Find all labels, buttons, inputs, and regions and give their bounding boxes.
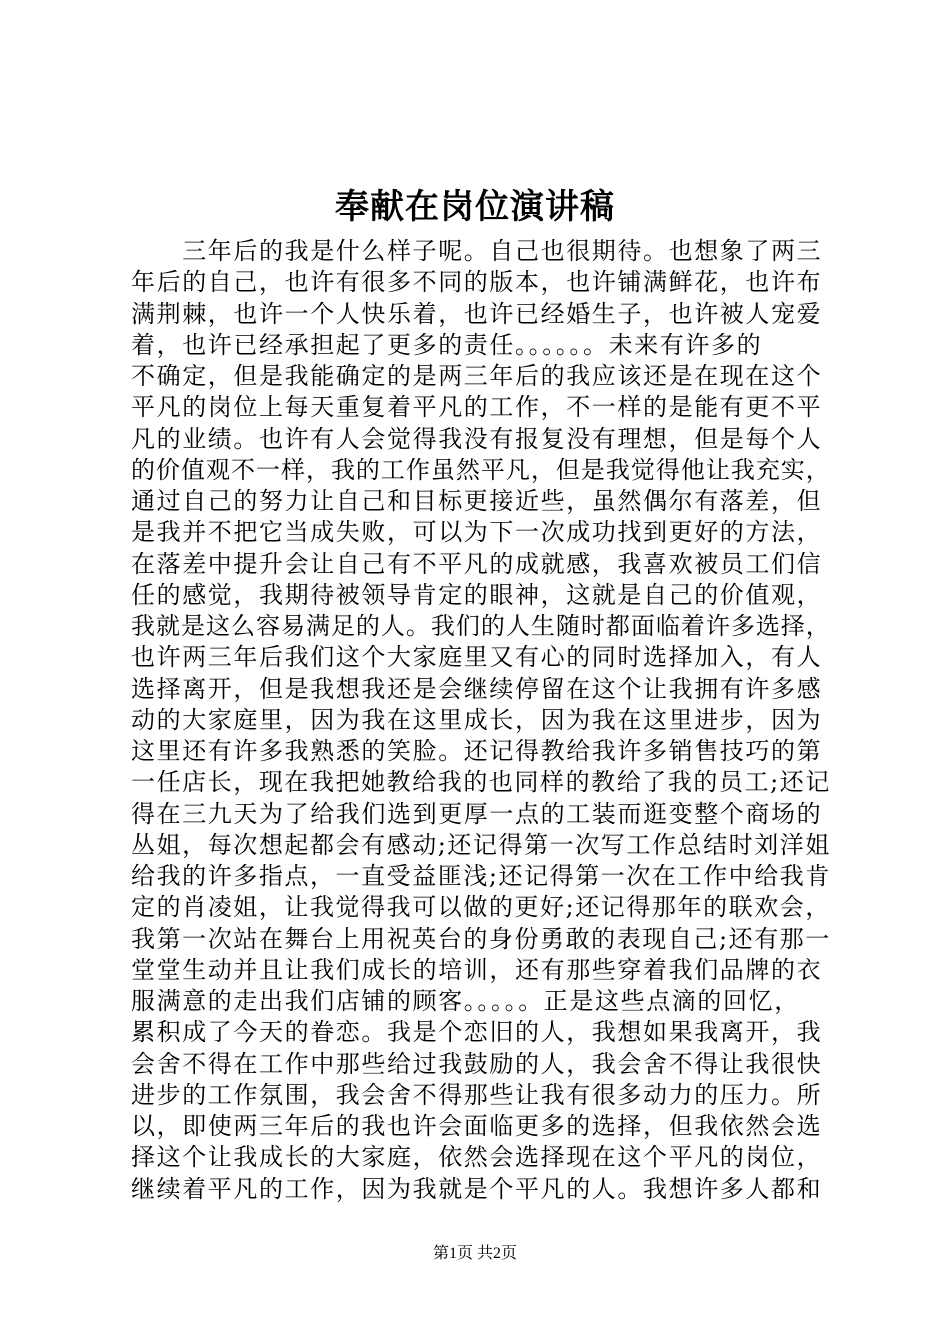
text-line: 这里还有许多我熟悉的笑脸。还记得教给我许多销售技巧的第 bbox=[131, 737, 823, 765]
text-line: 在落差中提升会让自己有不平凡的成就感，我喜欢被员工们信 bbox=[131, 549, 823, 578]
text-line: 累积成了今天的眷恋。我是个恋旧的人，我想如果我离开，我 bbox=[131, 1018, 823, 1047]
text-line: 一任店长，现在我把她教给我的也同样的教给了我的员工;还记 bbox=[131, 768, 831, 797]
page-number: 第1页 共2页 bbox=[432, 1245, 517, 1262]
text-line: 会舍不得在工作中那些给过我鼓励的人，我会舍不得让我很快 bbox=[131, 1049, 823, 1078]
text-line: 凡的业绩。也许有人会觉得我没有报复没有理想，但是每个人 bbox=[131, 424, 823, 453]
text-line: 是我并不把它当成失败，可以为下一次成功找到更好的方法， bbox=[131, 518, 823, 547]
text-line: 动的大家庭里，因为我在这里成长，因为我在这里进步，因为 bbox=[131, 705, 823, 734]
text-line: 得在三九天为了给我们选到更厚一点的工装而逛变整个商场的 bbox=[131, 799, 823, 828]
text-line: 任的感觉，我期待被领导肯定的眼神，这就是自己的价值观， bbox=[131, 580, 823, 609]
text-line: 服满意的走出我们店铺的顾客。。。。。正是这些点滴的回忆， bbox=[131, 987, 800, 1015]
text-line: 通过自己的努力让自己和目标更接近些，虽然偶尔有落差，但 bbox=[131, 487, 823, 515]
text-line: 以，即使两三年后的我也许会面临更多的选择，但我依然会选 bbox=[131, 1112, 823, 1140]
text-line: 进步的工作氛围，我会舍不得那些让我有很多动力的压力。所 bbox=[131, 1080, 823, 1109]
text-line: 平凡的岗位上每天重复着平凡的工作，不一样的是能有更不平 bbox=[131, 393, 823, 422]
text-line: 我第一次站在舞台上用祝英台的身份勇敢的表现自己;还有那一 bbox=[131, 924, 831, 953]
page-title: 奉献在岗位演讲稿 bbox=[335, 187, 615, 227]
text-line: 丛姐，每次想起都会有感动;还记得第一次写工作总结时刘洋姐 bbox=[131, 830, 831, 859]
text-line: 择这个让我成长的大家庭，依然会选择现在这个平凡的岗位， bbox=[131, 1143, 823, 1172]
text-line: 三年后的我是什么样子呢。自己也很期待。也想象了两三 bbox=[131, 237, 823, 265]
text-line: 堂堂生动并且让我们成长的培训，还有那些穿着我们品牌的衣 bbox=[131, 955, 823, 984]
text-line: 也许两三年后我们这个大家庭里又有心的同时选择加入，有人 bbox=[131, 643, 823, 672]
text-line: 着，也许已经承担起了更多的责任。。。。。。未来有许多的 bbox=[131, 330, 763, 359]
text-line: 定的肖凌姐，让我觉得我可以做的更好;还记得那年的联欢会， bbox=[131, 893, 831, 922]
text-line: 满荆棘，也许一个人快乐着，也许已经婚生子，也许被人宠爱 bbox=[131, 299, 823, 328]
text-line: 我就是这么容易满足的人。我们的人生随时都面临着许多选择， bbox=[131, 612, 831, 640]
text-line: 给我的许多指点，一直受益匪浅;还记得第一次在工作中给我肯 bbox=[131, 862, 831, 890]
text-line: 的价值观不一样，我的工作虽然平凡，但是我觉得他让我充实， bbox=[131, 455, 831, 484]
text-line: 不确定，但是我能确定的是两三年后的我应该还是在现在这个 bbox=[131, 362, 823, 390]
text-line: 选择离开，但是我想我还是会继续停留在这个让我拥有许多感 bbox=[131, 674, 823, 703]
text-line: 年后的自己，也许有很多不同的版本，也许铺满鲜花，也许布 bbox=[131, 268, 823, 297]
body-text bbox=[131, 236, 831, 1205]
text-line: 继续着平凡的工作，因为我就是个平凡的人。我想许多人都和 bbox=[131, 1174, 823, 1203]
